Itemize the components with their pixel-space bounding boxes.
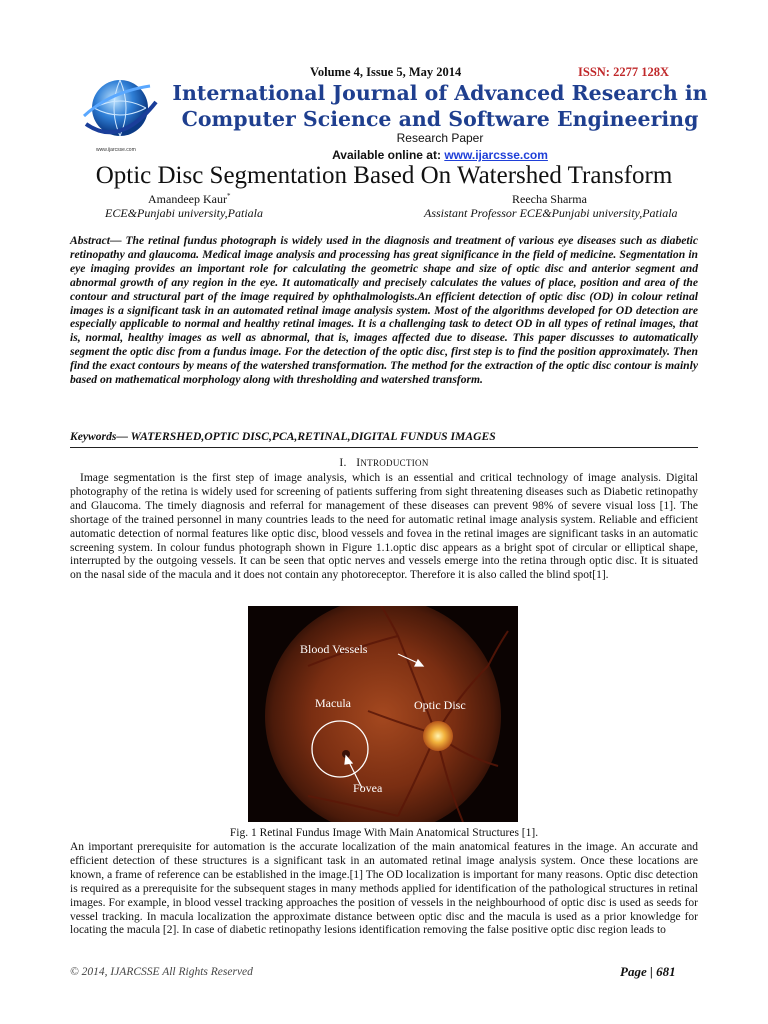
website-link[interactable]: www.ijarcsse.com [444, 148, 548, 162]
logo-caption: www.ijarcsse.com [96, 147, 136, 153]
retinal-fundus-figure [248, 606, 518, 822]
section-heading-introduction [0, 457, 768, 469]
affiliation-1: ECE&Punjabi university,Patiala [105, 206, 263, 220]
copyright: © 2014, IJARCSSE All Rights Reserved [70, 966, 253, 978]
section-number: I. [339, 457, 347, 469]
body-paragraph-2: An important prerequisite for automation is the accurate localization of the main anatomical features in the image. An accurate and efficient detection of these structures is a significant task in an automated retinal image analysis system. Once these locations are known, a frame of reference can be established in the image.[1] The OD localization is important for many reasons. Optic disc detection is required as a prerequisite for the subsequent stages in many methods applied for identification of the pathological structures in retinal images. For example, in blood vessel tracking approaches the position of vessels in the neighbourhood of optic disc is used as seeds for vessel tracking. In macula localization the approximate distance between optic disc and the macula is used as a prior knowledge for locating the macula [2]. In case of diabetic retinopathy lesions identification removing the false positive optic disc region leads to [70, 841, 698, 937]
page-number: Page | 681 [620, 964, 676, 979]
section-first-letter: I [356, 457, 361, 469]
keywords-text: WATERSHED,OPTIC DISC,PCA,RETINAL,DIGITAL FUNDUS IMAGES [130, 430, 496, 443]
section-rest: NTRODUCTION [360, 458, 429, 468]
figure-caption: Fig. 1 Retinal Fundus Image With Main Anatomical Structures [1]. [229, 827, 539, 839]
author-1-mark: * [226, 192, 231, 200]
author-2: Reecha Sharma [512, 192, 587, 206]
divider [70, 447, 698, 448]
abstract-label: Abstract— [70, 234, 126, 247]
journal-title-line1: International Journal of Advanced Research in [172, 81, 708, 105]
intro-paragraph: Image segmentation is the first step of image analysis, which is an essential and critical technology of image analysis. Digital photography of the retina is widely used for screening of patients suffering from sight threatening diseases such as Diabetic retinopathy and Glaucoma. The timely diagnosis and referral for management of these diseases can prevent 98% of severe visual loss [1]. The shortage of the trained personnel in many countries leads to the need for automatic retinal image analysis system. Reliable and efficient automatic detection of normal features like optic disc, blood vessels and fovea in the retinal images are significant tasks in an automatic screening system. In colour fundus photograph shown in Figure 1.1.optic disc appears as a bright spot of circular or elliptical shape, interrupted by the outgoing vessels. It can be seen that optic nerves and vessels emerge into the retina through optic disc. It is situated on the nasal side of the macula and it does not contain any photoreceptor. Therefore it is also called the blind spot[1]. [70, 472, 698, 582]
journal-title-line2: Computer Science and Software Engineering [181, 107, 699, 131]
label-optic-disc: Optic Disc [414, 698, 466, 712]
available-online [150, 148, 730, 162]
paper-title: Optic Disc Segmentation Based On Watershed Transform [95, 162, 673, 189]
volume-issue: Volume 4, Issue 5, May 2014 [310, 65, 462, 79]
journal-title [150, 80, 730, 132]
affiliation-2: Assistant Professor ECE&Punjabi university,Patiala [424, 206, 678, 220]
author-1-name: Amandeep Kaur [148, 192, 227, 206]
keywords-label: Keywords— [70, 430, 131, 443]
paper-type: Research Paper [396, 131, 484, 145]
label-blood-vessels: Blood Vessels [300, 642, 368, 656]
issn: ISSN: 2277 128X [578, 65, 669, 79]
author-1 [148, 192, 230, 207]
label-fovea: Fovea [353, 781, 383, 795]
label-macula: Macula [315, 696, 351, 710]
abstract-text: The retinal fundus photograph is widely used in the diagnosis and treatment of various eye diseases such as diabetic retinopathy and glaucoma. Medical image analysis and processing has great significance in the field of medicine. Segmentation in eye imaging provides an important role for calculating the geometric shape and size of optic disc and anterior segment and abnormal growth of any region in the eye. It automatically and precisely calculates the values of place, position and area of the contour and structural part of the image required by ophthalmologists.An efficient detection of optic disc (OD) in colour retinal images is a significant task in an automated retinal image analysis system. Most of the algorithms developed for OD detection are especially applicable to normal and healthy retinal images. It is a challenging task to detect OD in all types of retinal images, that is, normal, healthy images as well as abnormal, that is, images affected due to disease. This paper discusses to automatically segment the optic disc from a fundus image. For the detection of the optic disc, first step is to find the position approximately. Then find the exact contours by means of the watershed transformation. The method for the extraction of the optic disc contour is mainly based on mathematical morphology along with thresholding and watershed transform. [70, 234, 698, 387]
available-prefix: Available online at: [332, 148, 445, 162]
journal-logo-globe [80, 72, 160, 152]
keywords [70, 430, 698, 443]
optic-disc-shape [423, 721, 453, 751]
abstract [70, 234, 698, 387]
